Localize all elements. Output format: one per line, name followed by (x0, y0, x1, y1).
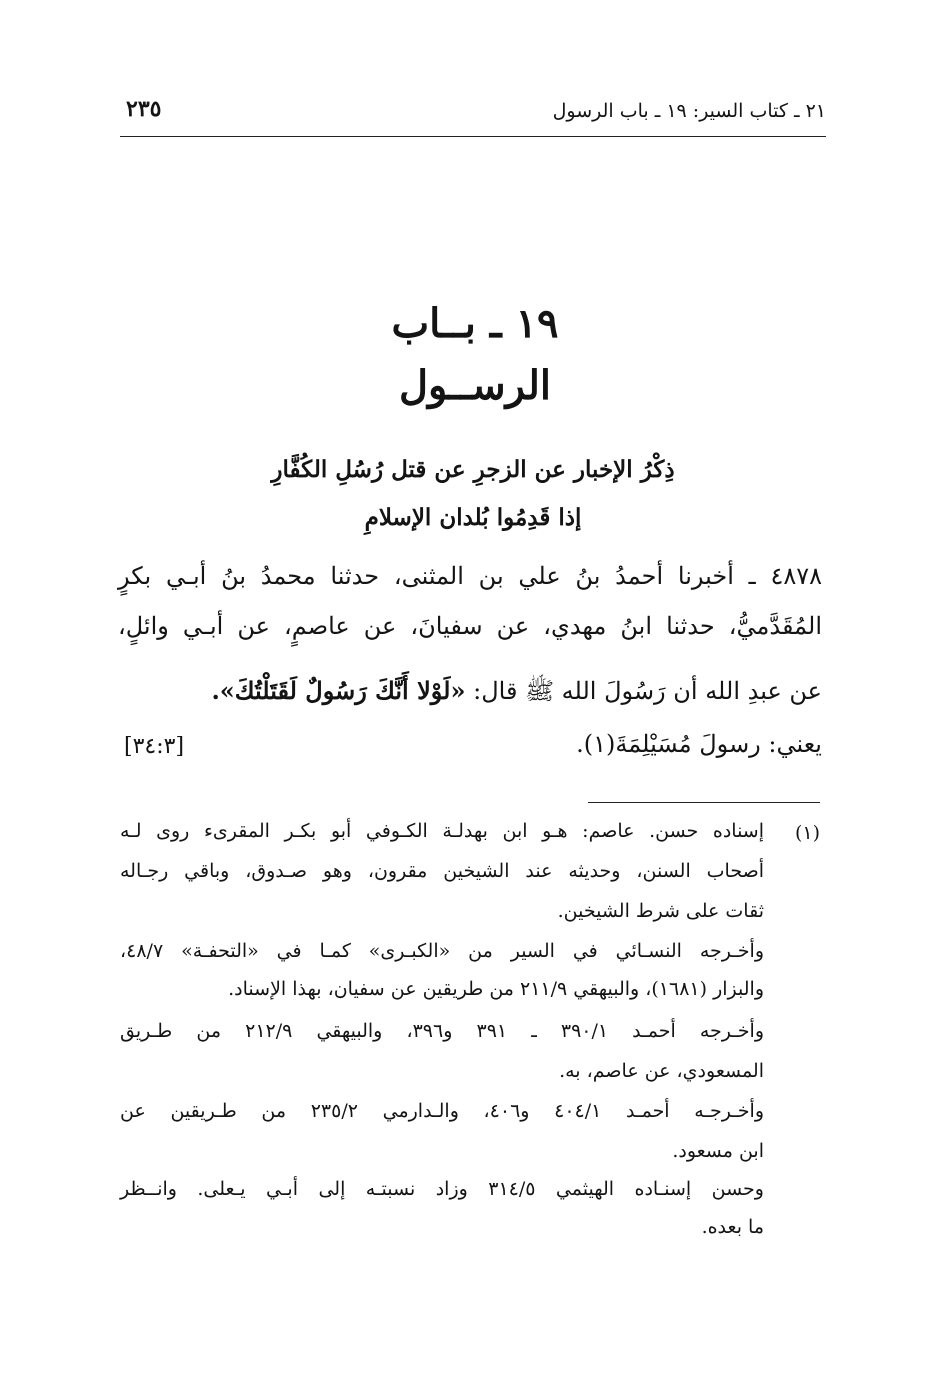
footnote-line: وحسن إسنـاده الهيثمي ٣١٤/٥ وزاد نسبتـه إلى أبـي يـعلى. وانــظر (120, 1178, 764, 1200)
hadith-citation: [٣٤:٣] (124, 734, 185, 759)
hadith-line-3-intro: عن عبدِ الله أن رَسُولَ الله ﷺ قال: (473, 677, 822, 705)
hadith-line-3 (211, 676, 822, 711)
footnote-line: وأخـرجـه أحمـد ٤٠٤/١ و٤٠٦، والـدارمي ٢٣٥/٢ من طـريقين عن (120, 1100, 765, 1122)
hadith-line-2: المُقَدَّميُّ، حدثنا ابنُ مهدي، عن سفيانَ، عن عاصمٍ، عن أبـي وائلٍ، (118, 612, 822, 640)
hadith-line-1: ٤٨٧٨ ـ أخبرنا أحمدُ بنُ علي بن المثنى، حدثنا محمدُ بنُ أبـي بكرٍ (118, 562, 822, 590)
footnote-line: إسناده حسن. عاصم: هـو ابن بهدلـة الكـوفي أبو بكـر المقرىء روى لـه (120, 820, 764, 842)
footnote-line: وأخـرجه النسـائي في السير من «الكبـرى» كمـا في «التحفـة» ٤٨/٧، (120, 940, 764, 962)
section-title-line-1: ذِكْرُ الإخبار عن الزجرِ عن قتل رُسُلِ الكُفَّارِ (271, 456, 675, 483)
footnote-line: ثقات على شرط الشيخين. (557, 900, 764, 922)
hadith-quote: «لَوْلا أَنَّكَ رَسُولٌ لَقَتَلْتُكَ». (211, 676, 466, 705)
footnote-marker: (١) (794, 822, 820, 844)
footnote-rule (588, 802, 820, 803)
chapter-heading: ١٩ ـ بــاب (391, 300, 559, 347)
running-header (120, 96, 826, 137)
footnote-line: ما بعده. (701, 1216, 764, 1238)
footnote-line: ابن مسعود. (672, 1140, 764, 1162)
hadith-line-4: يعني: رسولَ مُسَيْلِمَةَ(١). (576, 730, 822, 758)
running-title: ٢١ ـ كتاب السير: ١٩ ـ باب الرسول (552, 100, 826, 122)
footnote-line: المسعودي، عن عاصم، به. (559, 1060, 764, 1082)
footnote-line: والبزار (١٦٨١)، والبيهقي ٢١١/٩ من طريقين عن سفيان، بهذا الإسناد. (228, 978, 764, 1000)
section-title-line-2: إذا قَدِمُوا بُلدان الإسلامِ (364, 504, 582, 531)
footnote-line: أصحاب السنن، وحديثه عند الشيخين مقرون، وهو صـدوق، وباقي رجـاله (120, 860, 764, 882)
page-number: ٢٣٥ (126, 96, 162, 122)
chapter-title: الرســول (398, 362, 552, 409)
footnote-line: وأخـرجه أحمـد ٣٩٠/١ ـ ٣٩١ و٣٩٦، والبيهقي ٢١٢/٩ من طـريق (120, 1020, 764, 1042)
